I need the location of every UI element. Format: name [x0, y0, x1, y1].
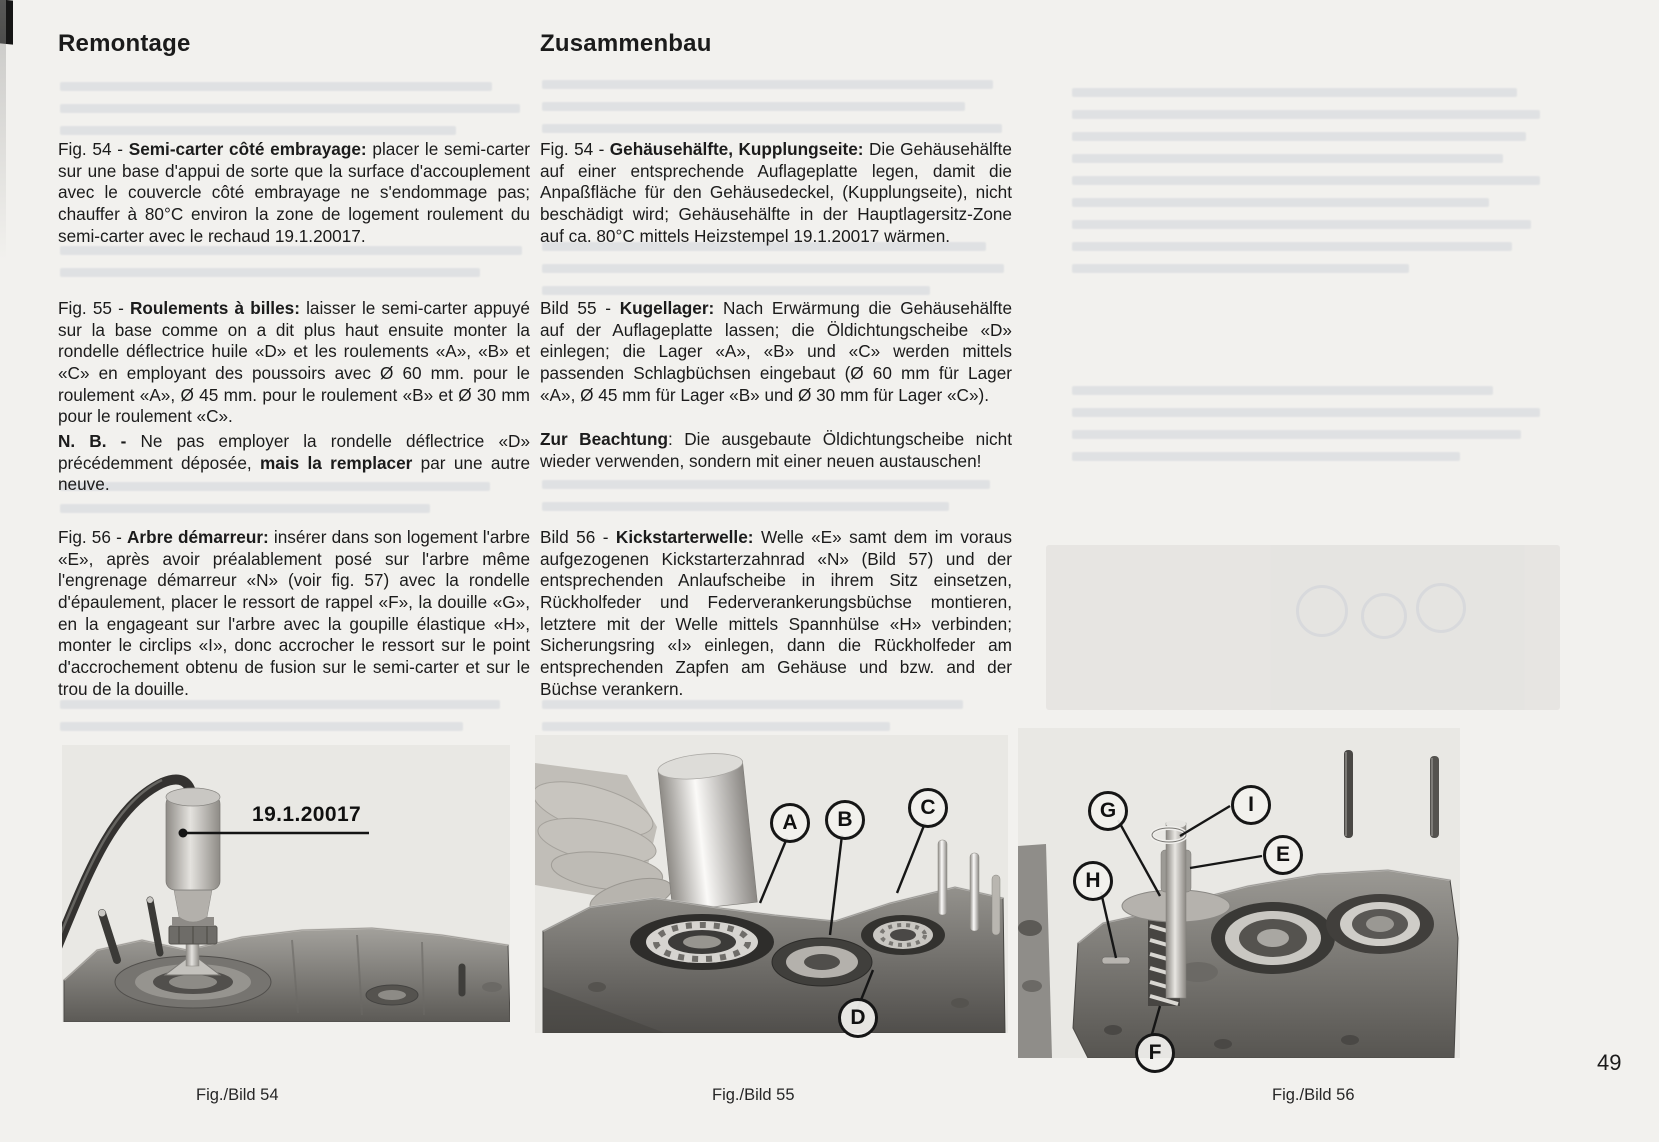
beachtung-de-body: : Die ausgebaute Öldichtungscheibe nicht wieder verwenden, sondern mit einer neuen austauschen! [540, 429, 1012, 471]
bearing-drift-hand-image [535, 735, 1008, 1033]
bild55-de-title: Kugellager: [619, 298, 715, 318]
tool-part-number-label: 19.1.20017 [252, 803, 362, 826]
caption-fig55: Fig./Bild 55 [712, 1086, 795, 1104]
bild55-de-body: Nach Erwärmung die Gehäusehälfte auf der Auflageplatte lassen; die Öldichtungscheibe «D» einlegen; die Lager «A», «B» und «C» werden mittels passenden Schlagbüchsen eingebaut (Ø 60 mm für Lager «A», Ø 45 mm für Lager «B» und Ø 30 mm für Lager «C»). [540, 298, 1013, 405]
bearing-label-b: B [825, 800, 865, 840]
seal-label-d: D [838, 998, 878, 1038]
pin-label-h: H [1073, 861, 1113, 901]
paragraph-bild56-de [540, 527, 1012, 700]
nb-fr-body1: Ne pas employer la rondelle déflectrice «D» précédemment déposée, [58, 431, 530, 473]
bleed-through-text [60, 246, 522, 290]
paragraph-nb-fr [58, 431, 530, 496]
fig56-fr-title: Arbre démarreur: [126, 527, 269, 547]
bushing-label-g: G [1088, 791, 1128, 831]
bleed-through-image [1046, 545, 1560, 710]
fig54-fr-body: placer le semi-carter sur une base d'appui de sorte que la surface d'accouplement avec le couvercle côté embrayage ne s'endommage pas; chauffer à 80°C environ la zone de logement roulement du semi-carter avec le rechaud 19.1.20017. [58, 139, 531, 246]
figure-55-photo [535, 735, 1008, 1033]
bild56-de-title: Kickstarterwelle: [615, 527, 754, 547]
nb-fr-emphasis: mais la remplacer [260, 452, 413, 473]
fig54-fr-title: Semi-carter côté embrayage: [128, 139, 367, 159]
fig54-de-body: Die Gehäusehälfte auf einer entsprechende Auflageplatte legen, damit die Anpaßfläche für den Gehäusedeckel, (Kupplungseite), nicht beschädigt wird; Gehäusehälfte in der Hauptlagersitz-Zone auf ca. 80°C mittels Heizstempel 19.1.20017 wärmen. [540, 139, 1012, 246]
paragraph-fig56-fr [58, 527, 530, 700]
bleed-through-text [542, 480, 1004, 524]
fig55-fr-lead: Fig. 55 - [58, 298, 130, 318]
beachtung-de-lead: Zur Beachtung [540, 429, 668, 449]
bleed-through-text [60, 700, 518, 744]
section-title-german: Zusammenbau [540, 30, 712, 57]
bild56-de-body: Welle «E» samt dem im voraus aufgezogenen Kickstarterzahnrad «N» (Bild 57) und der entsprechenden Anlaufscheibe in ihrem Sitz einsetzen, Rückholfeder und Federverankerungsbüchse montieren, letztere mit der Welle mittels Spannhülse «H» verbinden; Sicherungsring «I» einlegen, dann die Rückholfeder am entsprechenden Zapfen am Gehäuse und bzw. and der Büchse verankern. [540, 527, 1012, 699]
spring-label-f: F [1135, 1033, 1175, 1073]
paragraph-fig54-de [540, 139, 1012, 247]
caption-fig56: Fig./Bild 56 [1272, 1086, 1355, 1104]
figure-56-photo [1018, 728, 1460, 1064]
circlip-label-i: I [1231, 785, 1271, 825]
fig56-fr-body: insérer dans son logement l'arbre «E», après avoir préalablement posé sur l'arbre même l'engrenage démarreur «N» (voir fig. 57) avec la rondelle d'épaulement, placer le ressort de rappel «F», la douille «G», en la engageant sur l'arbre avec la goupille élastique «H», monter le circlips «I», donc accrocher le ressort sur le point d'accrochement obtenu de fusion sur le semi-carter et sur le trou de la douille. [58, 527, 531, 699]
bearing-label-c: C [908, 788, 948, 828]
fig55-fr-body: laisser le semi-carter appuyé sur la base comme on a dit plus haut ensuite monter la rondelle déflectrice huile «D» et les roulements «A», «B» et «C» en employant des poussoirs avec Ø 60 mm. pour le roulement «A», Ø 45 mm. pour le roulement «B» et Ø 30 mm pour le roulement «C». [58, 298, 530, 427]
nb-fr-body2: par une autre neuve. [58, 452, 530, 495]
fig55-fr-title: Roulements à billes: [130, 298, 300, 318]
paragraph-bild55-de [540, 298, 1012, 406]
bild56-de-lead: Bild 56 - [540, 527, 616, 547]
bleed-through-text [542, 80, 1002, 146]
section-title-french: Remontage [58, 30, 191, 57]
fig56-fr-lead: Fig. 56 - [58, 527, 127, 547]
figure-54-photo [62, 745, 510, 1022]
page-number: 49 [1597, 1050, 1622, 1075]
paragraph-fig55-fr [58, 298, 530, 428]
paragraph-beachtung-de [540, 429, 1012, 472]
scan-edge-shadow [0, 0, 6, 260]
bleed-through-text [1072, 386, 1540, 474]
nb-fr-lead: N. B. - [58, 431, 127, 451]
bearing-label-a: A [770, 803, 810, 843]
fig54-de-title: Gehäusehälfte, Kupplungseite: [609, 139, 864, 159]
caption-fig54: Fig./Bild 54 [196, 1086, 279, 1104]
fig54-fr-lead: Fig. 54 - [58, 139, 129, 159]
engine-case-heating-tool-image [62, 745, 510, 1022]
shaft-label-e: E [1263, 835, 1303, 875]
paragraph-fig54-fr [58, 139, 530, 247]
bild55-de-lead: Bild 55 - [540, 298, 620, 318]
fig54-de-lead: Fig. 54 - [540, 139, 610, 159]
bleed-through-text [1072, 88, 1540, 286]
